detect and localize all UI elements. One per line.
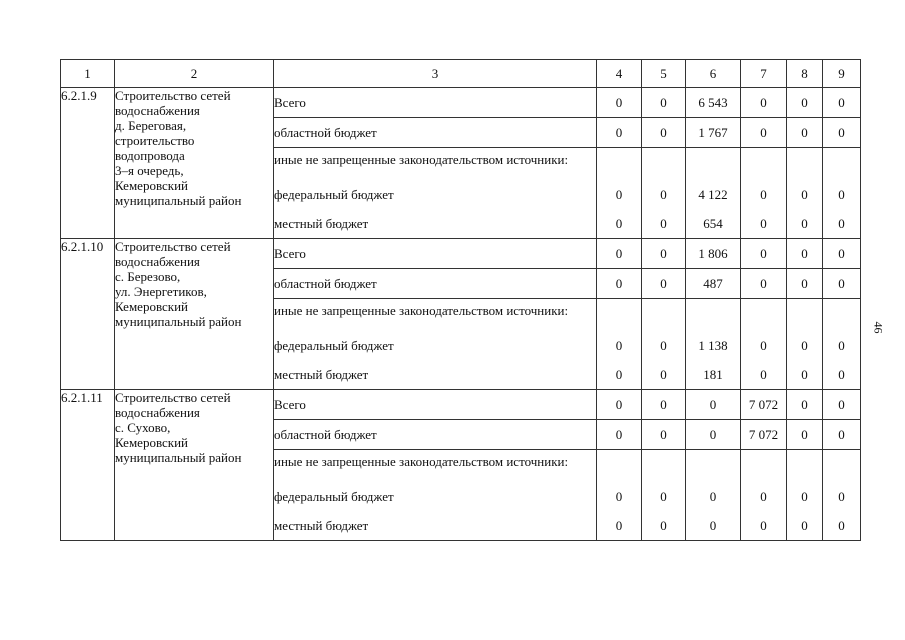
value-cell: 0 [741,360,787,390]
value-cell: 0 [823,209,861,239]
header-cell: 5 [642,60,686,88]
value-cell [787,299,823,332]
value-cell: 0 [642,209,686,239]
header-cell: 8 [787,60,823,88]
item-name-line: водоснабжения [115,103,200,118]
value-cell: 0 [642,482,686,511]
value-cell [642,299,686,332]
value-cell: 6 543 [686,88,741,118]
value-cell: 0 [787,88,823,118]
value-cell: 0 [823,269,861,299]
value-cell: 0 [642,511,686,541]
value-cell: 1 138 [686,331,741,360]
value-cell [642,450,686,483]
item-name-line: строительство [115,133,195,148]
header-cell: 7 [741,60,787,88]
value-cell: 0 [787,209,823,239]
value-cell: 0 [787,390,823,420]
value-cell [823,299,861,332]
value-cell [741,299,787,332]
value-cell: 0 [642,360,686,390]
value-cell: 0 [642,331,686,360]
funding-source-label: федеральный бюджет [274,180,597,209]
value-cell: 0 [741,482,787,511]
value-cell: 0 [642,88,686,118]
item-name-line: д. Береговая, [115,118,187,133]
value-cell: 0 [741,269,787,299]
value-cell: 0 [823,511,861,541]
value-cell: 7 072 [741,420,787,450]
value-cell [787,450,823,483]
funding-source-label: иные не запрещенные законодательством источники: [274,450,597,483]
item-name-line: с. Березово, [115,269,181,284]
value-cell: 0 [642,239,686,269]
value-cell: 0 [642,420,686,450]
value-cell: 4 122 [686,180,741,209]
item-name-line: муниципальный район [115,193,242,208]
funding-source-label: местный бюджет [274,209,597,239]
value-cell: 0 [787,331,823,360]
item-name-line: Строительство сетей [115,88,231,103]
header-cell: 6 [686,60,741,88]
item-code: 6.2.1.10 [61,239,115,390]
value-cell: 0 [787,239,823,269]
header-row [61,60,861,88]
value-cell [741,148,787,181]
item-name-line: Кемеровский [115,299,189,314]
value-cell: 0 [823,88,861,118]
item-code: 6.2.1.11 [61,390,115,541]
value-cell: 0 [823,239,861,269]
item-name-line: 3–я очередь, [115,163,184,178]
value-cell: 0 [597,390,642,420]
item-name [115,390,274,541]
header-cell: 1 [61,60,115,88]
value-cell: 0 [741,239,787,269]
value-cell: 0 [597,118,642,148]
item-code: 6.2.1.9 [61,88,115,239]
value-cell: 0 [823,331,861,360]
value-cell [597,450,642,483]
value-cell: 1 767 [686,118,741,148]
value-cell [686,450,741,483]
value-cell [597,299,642,332]
item-name-line: с. Сухово, [115,420,171,435]
table-row [61,239,861,269]
value-cell: 0 [597,482,642,511]
value-cell [597,148,642,181]
value-cell: 0 [597,239,642,269]
value-cell: 0 [686,482,741,511]
header-cell: 4 [597,60,642,88]
item-name-line: водопровода [115,148,185,163]
value-cell: 0 [597,269,642,299]
value-cell [686,299,741,332]
item-name-line: Строительство сетей [115,390,231,405]
item-name-line: ул. Энергетиков, [115,284,207,299]
value-cell: 0 [741,511,787,541]
value-cell: 0 [787,511,823,541]
value-cell: 7 072 [741,390,787,420]
header-cell: 3 [274,60,597,88]
table-body [61,60,861,541]
item-name [115,88,274,239]
value-cell: 0 [597,88,642,118]
page-number: 46 [871,321,886,334]
header-cell: 2 [115,60,274,88]
item-name-line: муниципальный район [115,450,242,465]
value-cell: 0 [642,269,686,299]
value-cell: 0 [686,390,741,420]
item-name-line: муниципальный район [115,314,242,329]
value-cell: 0 [597,209,642,239]
funding-source-label: иные не запрещенные законодательством источники: [274,148,597,181]
value-cell: 0 [741,209,787,239]
funding-source-label: Всего [274,88,597,118]
value-cell: 0 [642,118,686,148]
funding-source-label: местный бюджет [274,511,597,541]
funding-source-label: Всего [274,239,597,269]
value-cell: 0 [823,420,861,450]
value-cell: 0 [823,360,861,390]
value-cell [741,450,787,483]
value-cell: 0 [823,482,861,511]
value-cell: 0 [597,420,642,450]
item-name-line: водоснабжения [115,254,200,269]
funding-source-label: федеральный бюджет [274,482,597,511]
value-cell: 654 [686,209,741,239]
funding-source-label: областной бюджет [274,118,597,148]
value-cell: 0 [741,180,787,209]
value-cell: 181 [686,360,741,390]
item-name-line: Кемеровский [115,435,189,450]
value-cell: 0 [597,180,642,209]
funding-source-label: областной бюджет [274,420,597,450]
value-cell [823,450,861,483]
funding-source-label: местный бюджет [274,360,597,390]
item-name [115,239,274,390]
value-cell: 487 [686,269,741,299]
value-cell: 0 [741,88,787,118]
funding-source-label: областной бюджет [274,269,597,299]
item-name-line: Строительство сетей [115,239,231,254]
value-cell [823,148,861,181]
value-cell: 0 [741,118,787,148]
value-cell: 0 [787,360,823,390]
table-row [61,88,861,118]
value-cell [787,148,823,181]
funding-source-label: Всего [274,390,597,420]
value-cell: 0 [597,331,642,360]
value-cell: 0 [787,180,823,209]
value-cell: 0 [787,269,823,299]
funding-source-label: федеральный бюджет [274,331,597,360]
value-cell: 0 [642,180,686,209]
value-cell: 0 [823,180,861,209]
value-cell: 0 [597,511,642,541]
value-cell: 1 806 [686,239,741,269]
budget-table [60,59,861,541]
value-cell: 0 [686,511,741,541]
value-cell [686,148,741,181]
value-cell: 0 [686,420,741,450]
header-cell: 9 [823,60,861,88]
value-cell: 0 [823,390,861,420]
item-name-line: водоснабжения [115,405,200,420]
value-cell: 0 [787,118,823,148]
value-cell: 0 [741,331,787,360]
table-row [61,390,861,420]
funding-source-label: иные не запрещенные законодательством источники: [274,299,597,332]
value-cell: 0 [787,420,823,450]
value-cell [642,148,686,181]
value-cell: 0 [597,360,642,390]
item-name-line: Кемеровский [115,178,189,193]
value-cell: 0 [823,118,861,148]
value-cell: 0 [787,482,823,511]
value-cell: 0 [642,390,686,420]
